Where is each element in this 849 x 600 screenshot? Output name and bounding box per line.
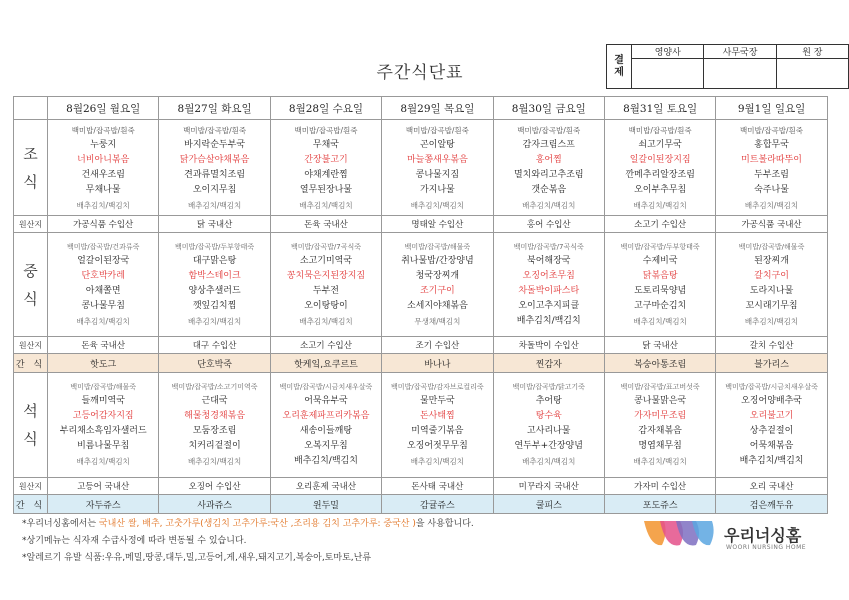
notes <box>22 516 474 567</box>
breakfast-origin-row-cell: 명태알 수입산 <box>382 216 493 233</box>
menu-item: 대구맑은탕 <box>192 255 237 266</box>
lunch-origin-row-cell: 갈치 수입산 <box>716 337 827 354</box>
approval-box <box>606 44 849 89</box>
menu-item: 배추김치/백김치 <box>410 200 464 210</box>
menu-item: 함박스테이크 <box>188 270 241 281</box>
dinner-origin-row-cell: 미꾸라지 국내산 <box>493 478 604 495</box>
menu-item: 배추김치/백김치 <box>410 457 464 466</box>
lunch-origin-row-cell: 소고기 수입산 <box>270 337 381 354</box>
menu-item: 도라지나물 <box>749 285 794 296</box>
approval-role-director: 사무국장 <box>704 45 776 59</box>
breakfast-origin-row-cell: 돈육 국내산 <box>270 216 381 233</box>
snack-row-2 <box>14 495 828 514</box>
day-header: 9월1일 일요일 <box>716 97 827 120</box>
dinner-origin-row-cell: 가자미 수입산 <box>604 478 715 495</box>
breakfast-cell <box>159 120 270 216</box>
menu-item: 닭볶음탕 <box>642 270 678 281</box>
snack-row-2-cell: 자두쥬스 <box>48 495 159 514</box>
menu-item: 된장찌개 <box>754 255 789 266</box>
menu-item: 백미밥/잡곡밥/닭고기죽 <box>512 383 585 391</box>
menu-item: 해물청경채볶음 <box>184 411 246 421</box>
menu-item: 깐메추리알장조림 <box>625 169 695 180</box>
menu-item: 비름나물무침 <box>77 441 130 451</box>
menu-item: 모둠장조림 <box>192 426 237 436</box>
menu-item: 누룽지 <box>90 139 117 150</box>
breakfast-origin-row-cell: 소고기 수입산 <box>604 216 715 233</box>
menu-item: 건새우조림 <box>81 169 125 180</box>
menu-item: 백미밥/잡곡밥/7곡식죽 <box>513 242 584 251</box>
menu-item: 백미밥/잡곡밥/건과류죽 <box>67 242 140 251</box>
breakfast-origin-row-cell: 닭 국내산 <box>159 216 270 233</box>
logo-subtitle: WOORI NURSING HOME <box>726 544 807 551</box>
dinner-origin-row-cell: 고등어 국내산 <box>48 478 159 495</box>
menu-item: 백미밥/잡곡밥/두부항태죽 <box>620 242 700 251</box>
menu-item: 홍어찜 <box>535 154 562 165</box>
menu-item: 조기구이 <box>419 285 455 296</box>
menu-item: 콩나물지짐 <box>415 169 460 180</box>
day-header: 8월27일 화요일 <box>159 97 270 120</box>
snack-row-1-cell: 찐감자 <box>493 354 604 373</box>
menu-item: 오이지무침 <box>192 184 237 195</box>
breakfast-cell <box>604 120 715 216</box>
menu-item: 오리훈제파프리카볶음 <box>282 411 370 421</box>
note-allergy: *알레르기 유발 식품:우유,메밀,땅콩,대두,밀,고등어,게,새우,돼지고기,복숭아,토마토,난류 <box>22 553 372 563</box>
menu-item: 홍합무국 <box>754 139 789 150</box>
menu-item: 숙주나물 <box>754 184 789 195</box>
dinner-origin-row-cell: 오리 국내산 <box>716 478 827 495</box>
menu-item: 가지나물 <box>419 184 455 195</box>
menu-item: 감자크림스프 <box>522 139 575 150</box>
snack-row-1-cell: 핫도그 <box>48 354 159 373</box>
snack-row-2-cell: 사과쥬스 <box>159 495 270 514</box>
menu-item: 백미밥/잡곡밥/흰죽 <box>517 125 581 135</box>
snack-row-1-cell: 핫케잌,요쿠르트 <box>270 354 381 373</box>
menu-item: 양상추샐러드 <box>188 285 241 296</box>
menu-item: 배추김치/백김치 <box>633 316 687 326</box>
snack-row-1 <box>14 354 828 373</box>
menu-item: 새송이들깨탕 <box>299 426 353 436</box>
menu-item: 백미밥/잡곡밥/감자브로컬리죽 <box>391 383 484 391</box>
menu-item: 배추김치/백김치 <box>187 457 242 466</box>
menu-item: 어묵채볶음 <box>749 441 794 451</box>
menu-item: 차돌박이파스타 <box>518 285 580 296</box>
menu-item: 배추김치/백김치 <box>294 456 358 466</box>
menu-item: 백미밥/잡곡밥/시금치새우살죽 <box>725 383 818 391</box>
menu-item: 너비아니볶음 <box>77 154 130 165</box>
day-header: 8월28일 수요일 <box>270 97 381 120</box>
menu-item: 배추김치/백김치 <box>76 316 130 326</box>
menu-item: 배추김치/백김치 <box>187 200 242 210</box>
menu-item: 바지락순두부국 <box>184 139 246 150</box>
menu-item: 배추김치/백김치 <box>76 457 130 466</box>
snack-row-1-cell: 바나나 <box>382 354 493 373</box>
menu-item: 고사리나물 <box>527 426 571 436</box>
menu-item: 백미밥/잡곡밥/두부항태죽 <box>175 242 255 251</box>
breakfast-cell <box>270 120 381 216</box>
lunch-label: 중 식 <box>14 233 48 337</box>
snack-row-2-cell: 포도쥬스 <box>604 495 715 514</box>
breakfast-origin-row-cell: 가공식품 수입산 <box>48 216 159 233</box>
day-header: 8월26일 월요일 <box>48 97 159 120</box>
menu-item: 북어해장국 <box>527 255 571 266</box>
lunch-origin-row-cell: 차돌박이 수입산 <box>493 337 604 354</box>
menu-item: 오이탕탕이 <box>304 300 348 311</box>
menu-item: 배추김치/백김치 <box>76 200 130 210</box>
menu-item: 무생채/백김치 <box>414 316 461 326</box>
menu-item: 명엽채무침 <box>638 441 682 451</box>
menu-item: 소고기미역국 <box>299 255 353 266</box>
lunch-cell <box>493 233 604 337</box>
dinner-label: 석 식 <box>14 373 48 478</box>
day-header: 8월30일 금요일 <box>493 97 604 120</box>
menu-item: 오이고추지피클 <box>518 300 580 311</box>
menu-item: 백미밥/잡곡밥/해물죽 <box>738 242 805 251</box>
breakfast-origin-row <box>14 216 828 233</box>
menu-item: 배추김치/백김치 <box>299 200 353 210</box>
menu-item: 멸치와리고추조림 <box>513 169 584 180</box>
dinner-origin-row-cell: 오징어 수입산 <box>159 478 270 495</box>
menu-item: 백미밥/잡곡밥/흰죽 <box>405 125 469 135</box>
menu-item: 소세지야채볶음 <box>406 300 468 311</box>
breakfast-origin-row-cell: 홍어 수입산 <box>493 216 604 233</box>
menu-item: 배추김치/백김치 <box>744 316 799 326</box>
menu-item: 들깨미역국 <box>81 396 125 406</box>
breakfast-cell <box>382 120 493 216</box>
dinner-origin-row-cell: 오리훈제 국내산 <box>270 478 381 495</box>
note-ingredients: *우리너싱홈에서는 국내산 쌀, 배추, 고춧가루(생김치 고추가루:국산 ,조리용 김치 고추가루: 중국산 )을 사용합니다. <box>22 519 474 529</box>
lunch-cell <box>604 233 715 337</box>
menu-item: 두부전 <box>312 285 340 296</box>
logo-mark-icon <box>640 515 720 551</box>
menu-item: 배추김치/백김치 <box>744 200 799 210</box>
menu-item: 배추김치/백김치 <box>739 456 804 466</box>
menu-item: 배추김치/백김치 <box>633 200 687 210</box>
menu-item: 탕수육 <box>535 411 562 421</box>
lunch-origin-row-label: 원산지 <box>14 337 48 354</box>
menu-item: 백미밥/잡곡밥/흰죽 <box>183 125 247 135</box>
menu-item: 콩나물무침 <box>81 300 125 311</box>
dinner-cell <box>716 373 827 478</box>
menu-item: 닭가슴살야채볶음 <box>179 154 250 165</box>
menu-item: 쇠고기무국 <box>638 139 682 150</box>
lunch-origin-row-cell: 닭 국내산 <box>604 337 715 354</box>
logo-name: 우리너싱홈 <box>724 526 802 545</box>
approval-sign-director <box>704 59 776 89</box>
snack-row-1-cell: 복숭아통조림 <box>604 354 715 373</box>
menu-item: 치커리겉절이 <box>188 441 241 451</box>
menu-item: 오징어양배추국 <box>741 396 802 406</box>
menu-item: 백미밥/잡곡밥/소고기미역죽 <box>171 383 258 391</box>
breakfast-cell <box>716 120 827 216</box>
menu-item: 두부조림 <box>754 169 789 180</box>
menu-item: 갯순볶음 <box>531 184 567 195</box>
dinner-row <box>14 373 828 478</box>
menu-item: 수제비국 <box>642 255 678 266</box>
approval-sign-nutritionist <box>632 59 704 89</box>
lunch-cell <box>48 233 159 337</box>
menu-item: 일갈이된장지짐 <box>629 154 691 165</box>
menu-item: 감자채볶음 <box>638 426 682 436</box>
menu-item: 배추김치/백김치 <box>522 457 576 466</box>
menu-item: 오리불고기 <box>749 411 794 421</box>
menu-item: 콩나물맑은국 <box>634 396 687 406</box>
menu-item: 백미밥/잡곡밥/표고버섯죽 <box>620 383 700 391</box>
menu-item: 배추김치/백김치 <box>299 316 353 326</box>
menu-item: 오복지무침 <box>304 441 348 451</box>
menu-item: 고구마순김치 <box>634 300 687 311</box>
menu-item: 부리채소흑임자샐러드 <box>59 426 147 436</box>
menu-item: 돈사태찜 <box>419 411 455 421</box>
menu-item: 배추김치/백김치 <box>516 315 581 326</box>
lunch-origin-row <box>14 337 828 354</box>
dinner-cell <box>493 373 604 478</box>
dinner-cell <box>604 373 715 478</box>
menu-item: 백미밥/잡곡밥/시금치새우살죽 <box>279 383 373 391</box>
menu-item: 야채계란찜 <box>304 169 348 180</box>
menu-item: 백미밥/잡곡밥/흰죽 <box>294 125 358 135</box>
menu-item: 오징어젓무무침 <box>406 441 468 451</box>
approval-role-head: 원 장 <box>776 45 848 59</box>
snack-row-2-cell: 검은깨두유 <box>716 495 827 514</box>
menu-item: 미트볼라따뚜이 <box>741 154 802 165</box>
menu-item: 오징어초무침 <box>522 270 575 281</box>
menu-item: 깻잎김치찜 <box>192 300 237 311</box>
lunch-origin-row-cell: 조기 수입산 <box>382 337 493 354</box>
dinner-cell <box>159 373 270 478</box>
approval-label: 결 제 <box>607 45 632 89</box>
menu-item: 백미밥/잡곡밥/흰죽 <box>740 125 804 135</box>
dinner-cell <box>270 373 381 478</box>
menu-item: 열무된장나물 <box>299 184 353 195</box>
lunch-origin-row-cell: 대구 수입산 <box>159 337 270 354</box>
menu-item: 갈치구이 <box>754 270 789 281</box>
menu-item: 단호박카레 <box>81 270 125 281</box>
menu-item: 백미밥/잡곡밥/흰죽 <box>71 125 135 135</box>
snack-row-1-cell: 블가리스 <box>716 354 827 373</box>
menu-item: 꽁치묵은지된장지짐 <box>286 270 366 281</box>
day-header: 8월31일 토요일 <box>604 97 715 120</box>
lunch-row <box>14 233 828 337</box>
menu-item: 얼갈이된장국 <box>77 255 130 266</box>
menu-item: 백미밥/잡곡밥/해물죽 <box>70 383 136 391</box>
lunch-cell <box>382 233 493 337</box>
menu-item: 무채나물 <box>85 184 121 195</box>
breakfast-origin-row-cell: 가공식품 국내산 <box>716 216 827 233</box>
lunch-cell <box>716 233 827 337</box>
snack-row-1-label: 간 식 <box>14 354 48 373</box>
dinner-origin-row-cell: 돈사태 국내산 <box>382 478 493 495</box>
menu-item: 견과류멸치조림 <box>184 169 246 180</box>
lunch-cell <box>270 233 381 337</box>
dinner-cell <box>48 373 159 478</box>
snack-row-1-cell: 단호박죽 <box>159 354 270 373</box>
snack-row-2-cell: 감귤쥬스 <box>382 495 493 514</box>
menu-item: 아채쫄면 <box>85 285 121 296</box>
dinner-origin-row-label: 원산지 <box>14 478 48 495</box>
menu-item: 근대국 <box>201 396 228 406</box>
approval-role-nutritionist: 영양사 <box>632 45 704 59</box>
menu-item: 도토리묵양념 <box>634 285 687 296</box>
menu-item: 미역줄기볶음 <box>411 426 464 436</box>
menu-item: 고등어감자지짐 <box>72 411 134 421</box>
lunch-origin-row-cell: 돈육 국내산 <box>48 337 159 354</box>
menu-item: 가자미무조림 <box>634 411 687 421</box>
menu-item: 배추김치/백김치 <box>187 316 242 326</box>
menu-item: 백미밥/잡곡밥/흰죽 <box>628 125 692 135</box>
dinner-origin-row <box>14 478 828 495</box>
snack-row-2-label: 간 식 <box>14 495 48 514</box>
menu-item: 연두부+간장양념 <box>514 441 583 451</box>
menu-item: 청국장찌개 <box>415 270 460 281</box>
snack-row-2-cell: 윈두밀 <box>270 495 381 514</box>
menu-item: 취나물밥/간장양념 <box>401 255 474 266</box>
breakfast-cell <box>493 120 604 216</box>
day-header: 8월29일 목요일 <box>382 97 493 120</box>
menu-item: 상추겉절이 <box>749 426 794 436</box>
breakfast-origin-row-label: 원산지 <box>14 216 48 233</box>
lunch-cell <box>159 233 270 337</box>
page-title: 주간식단표 <box>376 63 464 83</box>
menu-item: 백미밥/잡곡밥/7곡식죽 <box>290 242 361 251</box>
note-changes: *상기메뉴는 식자재 수급사정에 따라 변동될 수 있습니다. <box>22 536 247 546</box>
weekly-menu-table <box>13 96 828 514</box>
menu-item: 물만두국 <box>419 396 455 406</box>
menu-item: 곤이알탕 <box>419 139 455 150</box>
menu-item: 꼬시래기무침 <box>745 300 798 311</box>
menu-item: 추어탕 <box>535 396 562 406</box>
woori-nursing-home-logo <box>640 515 820 551</box>
menu-item: 간장불고기 <box>304 154 348 165</box>
breakfast-row <box>14 120 828 216</box>
breakfast-label: 조 식 <box>14 120 48 216</box>
menu-item: 배추김치/백김치 <box>522 200 576 210</box>
menu-item: 오이부추무침 <box>634 184 687 195</box>
menu-item: 무채국 <box>312 139 340 150</box>
header-row <box>14 97 828 120</box>
approval-sign-head <box>776 59 848 89</box>
dinner-cell <box>382 373 493 478</box>
menu-item: 백미밥/잡곡밥/해물죽 <box>404 242 471 251</box>
breakfast-cell <box>48 120 159 216</box>
corner-cell <box>14 97 48 120</box>
snack-row-2-cell: 쿨피스 <box>493 495 604 514</box>
menu-item: 마늘쫑새우볶음 <box>406 154 468 165</box>
menu-item: 어묵유부국 <box>304 396 348 406</box>
menu-item: 배추김치/백김치 <box>633 457 687 466</box>
